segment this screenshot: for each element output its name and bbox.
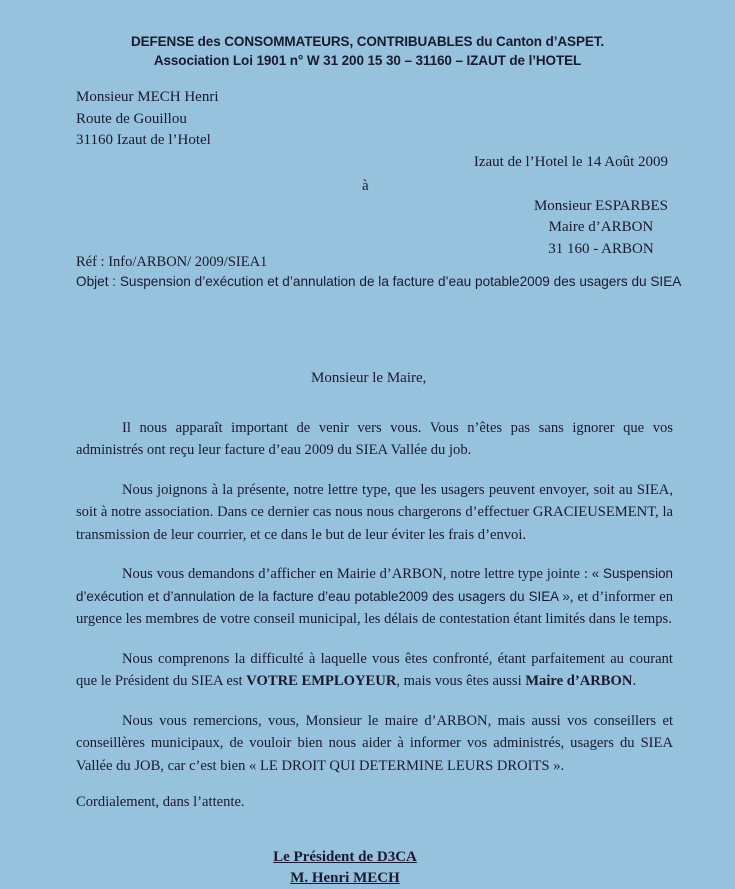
closing-line: Cordialement, dans l’attente. [76,794,245,810]
paragraph-4-part-3: . [632,673,637,689]
paragraph-3-quoted-title: « Suspension d’exécution et d’annulation de la facture d’eau potable2009 des usagers du SIEA » [76,566,673,604]
paragraph-5: Nous vous remercions, vous, Monsieur le maire d’ARBON, mais aussi vos conseillers et conseillères municipaux, de vouloir bien nous aider à informer vos administrés, usagers du SIEA Vallée du JOB, car c’est bien « LE DROIT QUI DETERMINE LEURS DROITS ». [76,712,673,774]
signature-block [0,847,735,889]
a-marker: à [362,177,369,194]
paragraph-4-part-1: Nous comprenons la difficulté à laquelle vous êtes confronté, étant parfaitement au courant que le Président du SIEA est [76,650,673,689]
subject-line: Objet : Suspension d’exécution et d’annulation de la facture d’eau potable2009 des usagers du SIEA [76,273,682,289]
signature-title [0,847,690,868]
recipient-name: Monsieur ESPARBES [533,197,668,214]
sender-name: Monsieur MECH Henri [76,89,219,105]
sender-address-block [76,87,735,152]
paragraph-2: Nous joignons à la présente, notre lettre type, que les usagers peuvent envoyer, soit au SIEA, soit à notre association. Dans ce dernier cas nous nous chargerons d’effectuer GRACIEUSEMENT, la transmission de leur courrier, et ce dans le but de leur éviter les frais d’envoi. [76,481,673,543]
recipient-title: Maire d’ARBON [548,219,654,235]
paragraph-3 [76,563,673,631]
salutation: Monsieur le Maire, [311,369,427,386]
date-line: Izaut de l’Hotel le 14 Août 2009 [473,153,668,170]
letterhead-line-1: DEFENSE des CONSOMMATEURS, CONTRIBUABLES du Canton d’ASPET. [130,34,605,49]
paragraph-3-part-1: Nous vous demandons d’afficher en Mairie d’ARBON, notre lettre type jointe : [122,566,592,582]
signature-title-text: Le Président de D3CA [273,849,417,865]
letterhead-line-2: Association Loi 1901 n° W 31 200 15 30 – 31160 – IZAUT de l’HOTEL [153,53,582,68]
letter-body [76,417,673,778]
letterhead [0,0,735,70]
signature-name-text: M. Henri MECH [290,870,400,886]
date-and-recipient-area [0,153,735,257]
paragraph-4 [76,648,673,693]
reference-line: Réf : Info/ARBON/ 2009/SIEA1 [76,253,268,270]
paragraph-3-part-2: , et d’informer en urgence les membres de votre conseil municipal, les délais de contestation étant limités dans le temps. [76,588,673,627]
recipient-address-block [534,196,668,261]
paragraph-4-emphasis-mayor: Maire d’ARBON [525,673,633,689]
signature-name [0,868,690,889]
paragraph-4-emphasis-employer: VOTRE EMPLOYEUR [246,673,397,689]
sender-street: Route de Gouillou [76,110,187,127]
paragraph-4-part-2: , mais vous êtes aussi [396,673,526,689]
paragraph-1: Il nous apparaît important de venir vers vous. Vous n’êtes pas sans ignorer que vos administrés ont reçu leur facture d’eau 2009 du SIEA Vallée du job. [76,419,673,458]
sender-city: 31160 Izaut de l’Hotel [76,132,211,148]
recipient-city: 31 160 - ARBON [548,240,654,257]
